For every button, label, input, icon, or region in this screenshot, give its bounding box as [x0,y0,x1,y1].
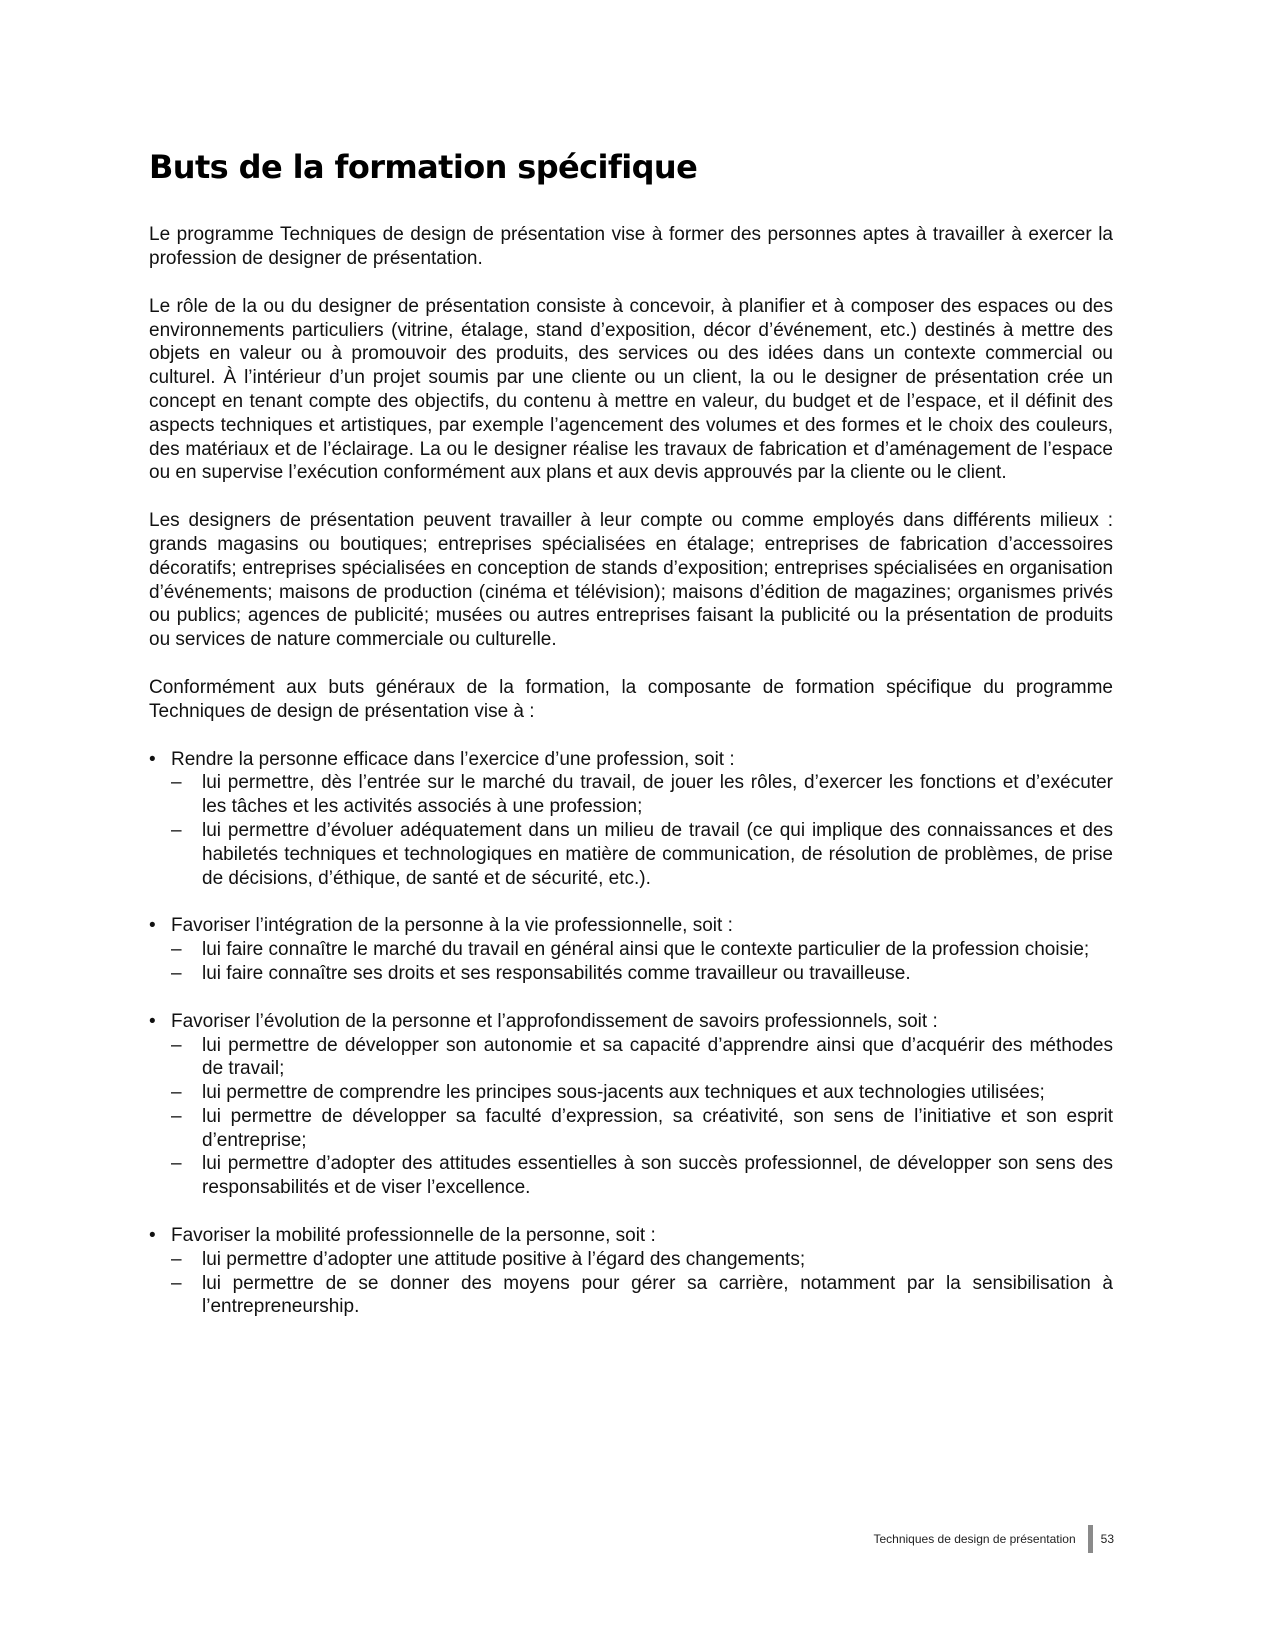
dash-icon: – [171,1034,182,1056]
footer-divider [1088,1525,1093,1553]
page-footer [873,1525,1114,1553]
page-title: Buts de la formation spécifique [149,148,698,186]
sub-item-text: lui permettre d’évoluer adéquatement dans un milieu de travail (ce qui implique des connaissances et des habiletés techniques et technologiques en matière de communication, de résolution de problèmes, de prise de décisions, d’éthique, de santé et de sécurité, etc.). [202,819,1113,889]
goal-heading: Favoriser la mobilité professionnelle de la personne, soit : [171,1225,656,1247]
dash-icon: – [171,1105,182,1127]
sub-item-text: lui permettre de se donner des moyens pour gérer sa carrière, notamment par la sensibilisation à l’entrepreneurship. [202,1272,1113,1318]
paragraph-goals-intro: Conformément aux buts généraux de la formation, la composante de formation spécifique du programme Techniques de design de présentation vise à : [149,676,1113,722]
page-content [149,150,1113,1343]
goal-heading: Favoriser l’évolution de la personne et l’approfondissement de savoirs professionnels, soit : [171,1010,938,1032]
dash-icon: – [171,1248,182,1270]
dash-icon: – [171,1082,182,1104]
goal-item [149,748,1113,891]
goal-item [149,1224,1113,1319]
sub-item-text: lui faire connaître ses droits et ses responsabilités comme travailleur ou travailleuse. [202,962,911,984]
goal-heading: Rendre la personne efficace dans l’exercice d’une profession, soit : [171,748,735,770]
sub-item-text: lui permettre d’adopter une attitude positive à l’égard des changements; [202,1248,806,1270]
goal-heading: Favoriser l’intégration de la personne à la vie professionnelle, soit : [171,915,733,937]
sub-item [171,1272,1113,1320]
bullet-icon: • [149,748,156,770]
paragraph-role: Le rôle de la ou du designer de présentation consiste à concevoir, à planifier et à composer des espaces ou des environnements particuliers (vitrine, étalage, stand d’exposition, décor d’événement, etc.) destinés à mettre des objets en valeur ou à promouvoir des produits, des services ou des idées dans un contexte commercial ou culturel. À l’intérieur d’un projet soumis par une cliente ou un client, la ou le designer de présentation crée un concept en tenant compte des objectifs, du contenu à mettre en valeur, du budget et de l’espace, et il définit des aspects techniques et artistiques, par exemple l’agencement des volumes et des formes et le choix des couleurs, des matériaux et de l’éclairage. La ou le designer réalise les travaux de fabrication et d’aménagement de l’espace ou en supervise l’exécution conformément aux plans et aux devis approuvés par la cliente ou le client. [149,295,1113,484]
sub-item-text: lui faire connaître le marché du travail en général ainsi que le contexte particulier de la profession choisie; [202,939,1090,961]
page-number: 53 [1100,1532,1114,1546]
paragraph-intro: Le programme Techniques de design de présentation vise à former des personnes aptes à travailler à exercer la profession de designer de présentation. [149,224,1113,269]
paragraph-employers: Les designers de présentation peuvent travailler à leur compte ou comme employés dans différents milieux : grands magasins ou boutiques; entreprises spécialisées en étalage; entreprises de fabrication d’accessoires décoratifs; entreprises spécialisées en conception de stands d’exposition; entreprises spécialisées en organisation d’événements; maisons de production (cinéma et télévision); maisons d’édition de magazines; organismes privés ou publics; agences de publicité; musées ou autres entreprises faisant la publicité ou la présentation de produits ou services de nature commerciale ou culturelle. [149,510,1113,651]
bullet-icon: • [149,1225,156,1247]
bullet-icon: • [149,915,156,937]
sub-list [171,771,1113,890]
dash-icon: – [171,1153,182,1175]
sub-item [171,1081,1113,1105]
goal-item [149,1010,1113,1200]
sub-item [171,1105,1113,1153]
sub-item [171,1152,1113,1200]
dash-icon: – [171,962,182,984]
sub-item [171,819,1113,890]
sub-item [171,938,1113,962]
sub-item-text: lui permettre d’adopter des attitudes essentielles à son succès professionnel, de développer son sens des responsabilités et de viser l’excellence. [202,1153,1113,1199]
sub-item [171,1034,1113,1082]
dash-icon: – [171,1272,182,1294]
footer-doc-title: Techniques de design de présentation [873,1532,1076,1546]
sub-item [171,771,1113,819]
goal-item [149,914,1113,985]
goal-list [149,748,1113,1320]
sub-list [171,938,1113,986]
sub-item [171,1248,1113,1272]
dash-icon: – [171,939,182,961]
sub-item-text: lui permettre de développer son autonomie et sa capacité d’apprendre ainsi que d’acquérir des méthodes de travail; [202,1034,1113,1080]
bullet-icon: • [149,1010,156,1032]
sub-list [171,1248,1113,1319]
sub-item-text: lui permettre, dès l’entrée sur le marché du travail, de jouer les rôles, d’exercer les fonctions et d’exécuter les tâches et les activités associés à une profession; [202,772,1113,818]
sub-item-text: lui permettre de comprendre les principes sous-jacents aux techniques et aux technologies utilisées; [202,1082,1045,1104]
dash-icon: – [171,819,182,841]
sub-item [171,962,1113,986]
dash-icon: – [171,772,182,794]
sub-list [171,1034,1113,1201]
sub-item-text: lui permettre de développer sa faculté d’expression, sa créativité, son sens de l’initiative et son esprit d’entreprise; [202,1105,1113,1151]
